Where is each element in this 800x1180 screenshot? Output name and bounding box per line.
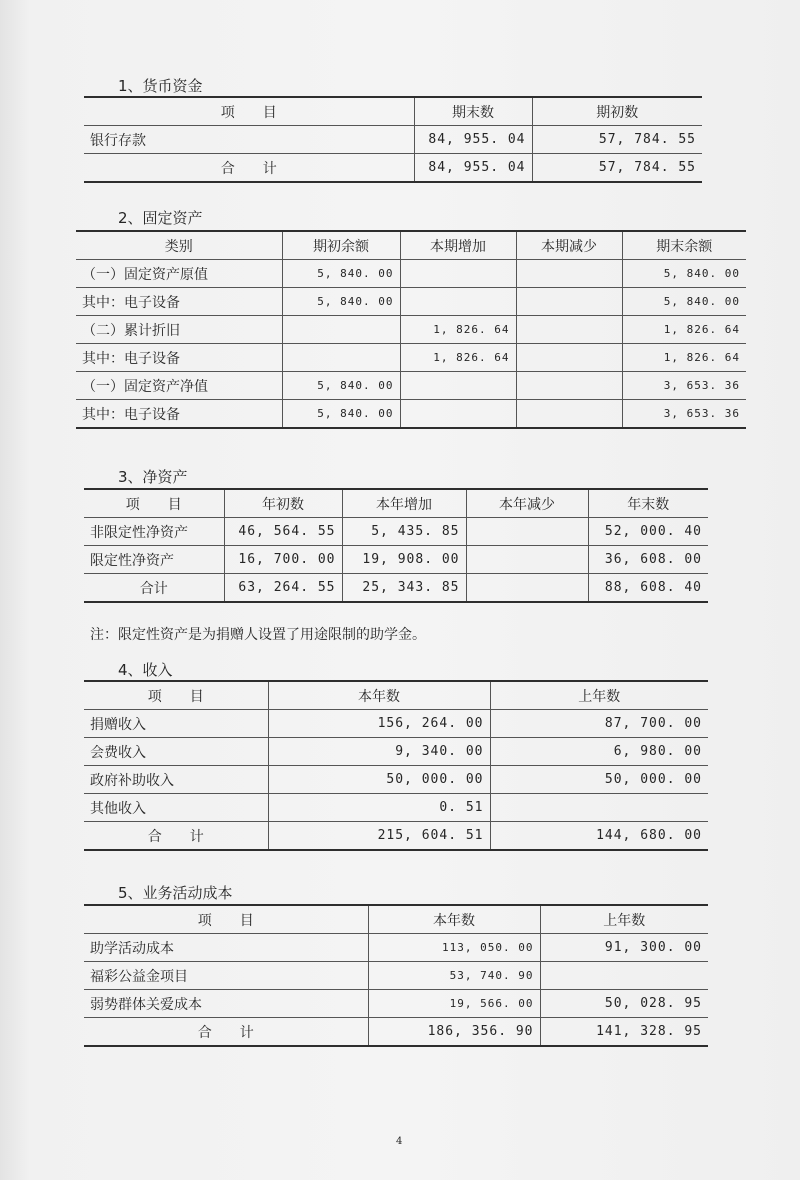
cell-value: 88, 608. 40 xyxy=(588,574,708,603)
table-row xyxy=(84,962,708,990)
row-label: 其中：电子设备 xyxy=(76,288,282,316)
table-row xyxy=(84,990,708,1018)
table-header-row xyxy=(84,681,708,710)
cell-value: 5, 840. 00 xyxy=(622,288,746,316)
cell-value xyxy=(282,344,400,372)
cell-value: 87, 700. 00 xyxy=(490,710,708,738)
cell-value: 5, 840. 00 xyxy=(282,400,400,429)
section-title-income: 4、收入 xyxy=(118,661,173,679)
table-row xyxy=(76,316,746,344)
cell-value: 63, 264. 55 xyxy=(224,574,342,603)
table-row xyxy=(84,766,708,794)
row-label: 银行存款 xyxy=(84,126,414,154)
cell-value: 46, 564. 55 xyxy=(224,518,342,546)
cell-value: 84, 955. 04 xyxy=(414,154,532,183)
cell-value: 50, 000. 00 xyxy=(490,766,708,794)
col-header: 期初余额 xyxy=(282,231,400,260)
table-row xyxy=(84,738,708,766)
row-label: 合 计 xyxy=(84,1018,368,1047)
cell-value xyxy=(516,372,622,400)
cell-value xyxy=(516,400,622,429)
cell-value xyxy=(516,344,622,372)
cell-value: 141, 328. 95 xyxy=(540,1018,708,1047)
table-costs-wrap xyxy=(84,904,708,1047)
fixed-assets-table xyxy=(76,230,746,429)
row-label: 福彩公益金项目 xyxy=(84,962,368,990)
cell-value xyxy=(490,794,708,822)
cell-value: 6, 980. 00 xyxy=(490,738,708,766)
col-header: 项 目 xyxy=(84,97,414,126)
table-row-total xyxy=(84,154,702,183)
cell-value: 1, 826. 64 xyxy=(400,316,516,344)
cell-value xyxy=(516,316,622,344)
cell-value xyxy=(400,400,516,429)
cell-value: 5, 840. 00 xyxy=(622,260,746,288)
cell-value: 5, 435. 85 xyxy=(342,518,466,546)
cell-value xyxy=(400,260,516,288)
col-header: 上年数 xyxy=(540,905,708,934)
table-row xyxy=(76,372,746,400)
cell-value: 3, 653. 36 xyxy=(622,372,746,400)
table-row xyxy=(76,344,746,372)
table-row xyxy=(84,794,708,822)
row-label: 政府补助收入 xyxy=(84,766,268,794)
cell-value: 5, 840. 00 xyxy=(282,288,400,316)
cell-value: 36, 608. 00 xyxy=(588,546,708,574)
col-header: 期初数 xyxy=(532,97,702,126)
table-row-total xyxy=(84,1018,708,1047)
section-costs xyxy=(118,883,233,903)
cell-value: 9, 340. 00 xyxy=(268,738,490,766)
col-header: 项 目 xyxy=(84,681,268,710)
cell-value: 215, 604. 51 xyxy=(268,822,490,851)
row-label: 弱势群体关爱成本 xyxy=(84,990,368,1018)
row-label: 捐赠收入 xyxy=(84,710,268,738)
section-title-cash: 1、货币资金 xyxy=(118,77,203,95)
col-header: 类别 xyxy=(76,231,282,260)
col-header: 上年数 xyxy=(490,681,708,710)
cell-value xyxy=(466,518,588,546)
table-row xyxy=(84,546,708,574)
row-label: （一）固定资产净值 xyxy=(76,372,282,400)
table-row-total xyxy=(84,574,708,603)
cell-value: 19, 566. 00 xyxy=(368,990,540,1018)
cell-value: 186, 356. 90 xyxy=(368,1018,540,1047)
cell-value: 1, 826. 64 xyxy=(622,316,746,344)
table-header-row xyxy=(76,231,746,260)
col-header: 本期增加 xyxy=(400,231,516,260)
table-cash-wrap xyxy=(84,96,702,183)
cell-value xyxy=(400,288,516,316)
section-title-fixed-assets: 2、固定资产 xyxy=(118,209,203,227)
row-label: （二）累计折旧 xyxy=(76,316,282,344)
col-header: 期末数 xyxy=(414,97,532,126)
cell-value xyxy=(400,372,516,400)
cell-value: 91, 300. 00 xyxy=(540,934,708,962)
net-assets-table xyxy=(84,488,708,603)
col-header: 本期减少 xyxy=(516,231,622,260)
cell-value: 25, 343. 85 xyxy=(342,574,466,603)
row-label: 其中：电子设备 xyxy=(76,344,282,372)
table-fixed-assets-wrap xyxy=(76,230,746,429)
row-label: 助学活动成本 xyxy=(84,934,368,962)
col-header: 项 目 xyxy=(84,489,224,518)
table-header-row xyxy=(84,489,708,518)
section-title-net-assets: 3、净资产 xyxy=(118,468,188,486)
col-header: 年初数 xyxy=(224,489,342,518)
col-header: 期末余额 xyxy=(622,231,746,260)
table-row xyxy=(76,260,746,288)
cell-value: 5, 840. 00 xyxy=(282,372,400,400)
table-net-assets-wrap xyxy=(84,488,708,603)
table-header-row xyxy=(84,905,708,934)
cell-value: 50, 000. 00 xyxy=(268,766,490,794)
col-header: 年末数 xyxy=(588,489,708,518)
cell-value: 57, 784. 55 xyxy=(532,154,702,183)
section-fixed-assets xyxy=(118,208,203,228)
cell-value: 1, 826. 64 xyxy=(622,344,746,372)
cell-value: 3, 653. 36 xyxy=(622,400,746,429)
cell-value xyxy=(282,316,400,344)
cell-value xyxy=(466,546,588,574)
col-header: 本年增加 xyxy=(342,489,466,518)
cell-value xyxy=(540,962,708,990)
section-income xyxy=(118,660,173,680)
cell-value xyxy=(466,574,588,603)
row-label: （一）固定资产原值 xyxy=(76,260,282,288)
col-header: 本年数 xyxy=(368,905,540,934)
table-row xyxy=(84,710,708,738)
net-assets-note: 注：限定性资产是为捐赠人设置了用途限制的助学金。 xyxy=(90,627,426,643)
cell-value: 50, 028. 95 xyxy=(540,990,708,1018)
row-label: 会费收入 xyxy=(84,738,268,766)
table-row xyxy=(84,934,708,962)
section-cash xyxy=(118,76,203,96)
table-row xyxy=(84,518,708,546)
cell-value: 53, 740. 90 xyxy=(368,962,540,990)
cell-value: 5, 840. 00 xyxy=(282,260,400,288)
section-net-assets xyxy=(118,467,188,487)
table-row-total xyxy=(84,822,708,851)
cell-value xyxy=(516,288,622,316)
row-label: 其中：电子设备 xyxy=(76,400,282,429)
section-title-costs: 5、业务活动成本 xyxy=(118,884,233,902)
row-label: 非限定性净资产 xyxy=(84,518,224,546)
table-header-row xyxy=(84,97,702,126)
cell-value: 1, 826. 64 xyxy=(400,344,516,372)
cell-value: 52, 000. 40 xyxy=(588,518,708,546)
cell-value: 113, 050. 00 xyxy=(368,934,540,962)
cell-value: 16, 700. 00 xyxy=(224,546,342,574)
cell-value: 19, 908. 00 xyxy=(342,546,466,574)
col-header: 本年数 xyxy=(268,681,490,710)
cell-value: 57, 784. 55 xyxy=(532,126,702,154)
table-row xyxy=(84,126,702,154)
table-row xyxy=(76,400,746,429)
row-label: 合 计 xyxy=(84,822,268,851)
cell-value xyxy=(516,260,622,288)
col-header: 本年减少 xyxy=(466,489,588,518)
page-number: 4 xyxy=(396,1136,403,1147)
table-income-wrap xyxy=(84,680,708,851)
cell-value: 156, 264. 00 xyxy=(268,710,490,738)
row-label: 合 计 xyxy=(84,154,414,183)
row-label: 合计 xyxy=(84,574,224,603)
cell-value: 0. 51 xyxy=(268,794,490,822)
table-row xyxy=(76,288,746,316)
cell-value: 84, 955. 04 xyxy=(414,126,532,154)
row-label: 限定性净资产 xyxy=(84,546,224,574)
costs-table xyxy=(84,904,708,1047)
cell-value: 144, 680. 00 xyxy=(490,822,708,851)
row-label: 其他收入 xyxy=(84,794,268,822)
income-table xyxy=(84,680,708,851)
col-header: 项 目 xyxy=(84,905,368,934)
cash-table xyxy=(84,96,702,183)
